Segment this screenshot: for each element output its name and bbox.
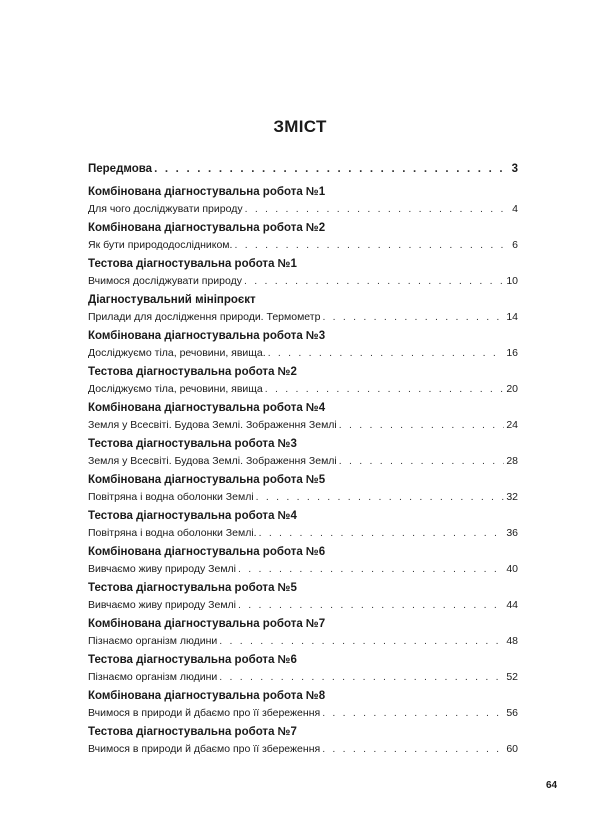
toc-entry-heading: Тестова діагностувальна робота №7 (88, 726, 297, 738)
toc-entry (88, 581, 518, 617)
page-title: ЗМІСТ (273, 117, 327, 136)
dot-leader (219, 634, 504, 648)
toc-entry (88, 509, 518, 545)
toc-entry (88, 473, 518, 509)
toc-entry (88, 365, 518, 401)
toc-entry-page: 44 (506, 599, 518, 611)
page-number: 64 (546, 780, 558, 791)
dot-leader (265, 382, 505, 396)
dot-leader (322, 310, 504, 324)
toc-entry-title: Вивчаємо живу природу Землі (88, 563, 237, 575)
toc-entry-title: Повітряна і водна оболонки Землі. (88, 527, 257, 539)
toc-entry-title: Вивчаємо живу природу Землі (88, 599, 237, 611)
toc-entry-title: Повітряна і водна оболонки Землі (88, 491, 254, 503)
dot-leader (322, 742, 504, 756)
toc-entry-title: Вчимося в природи й дбаємо про її збереження (88, 743, 321, 755)
dot-leader (238, 598, 504, 612)
toc-entry (88, 293, 518, 329)
toc-entry-title: Для чого досліджувати природу (88, 203, 243, 215)
toc-entry-line (88, 346, 518, 365)
toc-entry-line (88, 706, 518, 725)
toc-entry-line (88, 454, 518, 473)
toc-entry-page: 6 (512, 239, 518, 251)
table-of-contents (88, 162, 518, 761)
toc-entry-heading: Комбінована діагностувальна робота №5 (88, 474, 326, 486)
toc-entry-title: Земля у Всесвіті. Будова Землі. Зображення Землі (88, 419, 337, 431)
toc-entry-heading: Комбінована діагностувальна робота №7 (88, 618, 326, 630)
toc-entry (88, 221, 518, 257)
dot-leader (339, 418, 505, 432)
toc-entry-heading: Тестова діагностувальна робота №5 (88, 582, 297, 594)
toc-entry-line (88, 670, 518, 689)
dot-leader (322, 706, 504, 720)
toc-entry (88, 437, 518, 473)
toc-entry (88, 689, 518, 725)
toc-entry-heading: Тестова діагностувальна робота №1 (88, 258, 297, 270)
toc-entry-line (88, 562, 518, 581)
toc-entry-title: Земля у Всесвіті. Будова Землі. Зображення Землі (88, 455, 337, 467)
toc-entry-page: 14 (506, 311, 518, 323)
toc-entry-page: 3 (511, 163, 518, 175)
toc-entry-heading: Тестова діагностувальна робота №4 (88, 510, 297, 522)
toc-entry-line (88, 490, 518, 509)
toc-entry-heading: Комбінована діагностувальна робота №3 (88, 330, 326, 342)
toc-entry (88, 185, 518, 221)
dot-leader (339, 454, 505, 468)
toc-entry (88, 653, 518, 689)
dot-leader (234, 238, 506, 252)
toc-entry-heading: Комбінована діагностувальна робота №1 (88, 186, 326, 198)
toc-entry-title: Досліджуємо тіла, речовини, явища (88, 383, 263, 395)
toc-entry-line (88, 526, 518, 545)
toc-entry-title: Пізнаємо організм людини (88, 635, 218, 647)
toc-entry-title: Вчимося в природи й дбаємо про її збереження (88, 707, 321, 719)
toc-entry-title: Вчимося досліджувати природу (88, 275, 242, 287)
toc-entry-page: 52 (506, 671, 518, 683)
toc-entry-line (88, 162, 518, 185)
dot-leader (268, 346, 505, 360)
toc-entry-line (88, 202, 518, 221)
toc-entry-heading: Тестова діагностувальна робота №2 (88, 366, 297, 378)
toc-entry-page: 4 (512, 203, 518, 215)
toc-entry (88, 162, 518, 185)
toc-entry-line (88, 418, 518, 437)
toc-entry-line (88, 382, 518, 401)
toc-entry (88, 617, 518, 653)
toc-entry-line (88, 274, 518, 293)
toc-entry-page: 32 (506, 491, 518, 503)
toc-entry-heading: Комбінована діагностувальна робота №8 (88, 690, 326, 702)
toc-entry (88, 257, 518, 293)
toc-entry-page: 10 (506, 275, 518, 287)
toc-entry-heading: Діагностувальний мініпроєкт (88, 294, 256, 306)
toc-entry-page: 40 (506, 563, 518, 575)
dot-leader (154, 162, 506, 176)
toc-entry-title: Досліджуємо тіла, речовини, явища. (88, 347, 266, 359)
toc-entry-line (88, 238, 518, 257)
toc-entry (88, 545, 518, 581)
toc-entry-page: 36 (506, 527, 518, 539)
toc-entry-title: Як бути природодослідником. (88, 239, 233, 251)
toc-entry (88, 725, 518, 761)
toc-entry-line (88, 310, 518, 329)
toc-entry-page: 16 (506, 347, 518, 359)
dot-leader (256, 490, 505, 504)
toc-entry-page: 60 (506, 743, 518, 755)
toc-entry-page: 56 (506, 707, 518, 719)
dot-leader (245, 202, 506, 216)
toc-entry-heading: Тестова діагностувальна робота №3 (88, 438, 297, 450)
toc-entry-heading: Комбінована діагностувальна робота №4 (88, 402, 326, 414)
dot-leader (244, 274, 504, 288)
toc-entry (88, 401, 518, 437)
dot-leader (259, 526, 505, 540)
toc-entry (88, 329, 518, 365)
toc-entry-page: 20 (506, 383, 518, 395)
toc-entry-page: 48 (506, 635, 518, 647)
toc-entry-heading: Комбінована діагностувальна робота №2 (88, 222, 326, 234)
toc-entry-heading: Тестова діагностувальна робота №6 (88, 654, 297, 666)
dot-leader (238, 562, 504, 576)
dot-leader (219, 670, 504, 684)
toc-entry-page: 24 (506, 419, 518, 431)
toc-entry-line (88, 598, 518, 617)
toc-entry-heading: Комбінована діагностувальна робота №6 (88, 546, 326, 558)
toc-entry-line (88, 634, 518, 653)
toc-entry-title: Передмова (88, 163, 153, 175)
toc-entry-line (88, 742, 518, 761)
toc-entry-title: Пізнаємо організм людини (88, 671, 218, 683)
toc-entry-title: Прилади для дослідження природи. Термометр (88, 311, 321, 323)
toc-entry-page: 28 (506, 455, 518, 467)
